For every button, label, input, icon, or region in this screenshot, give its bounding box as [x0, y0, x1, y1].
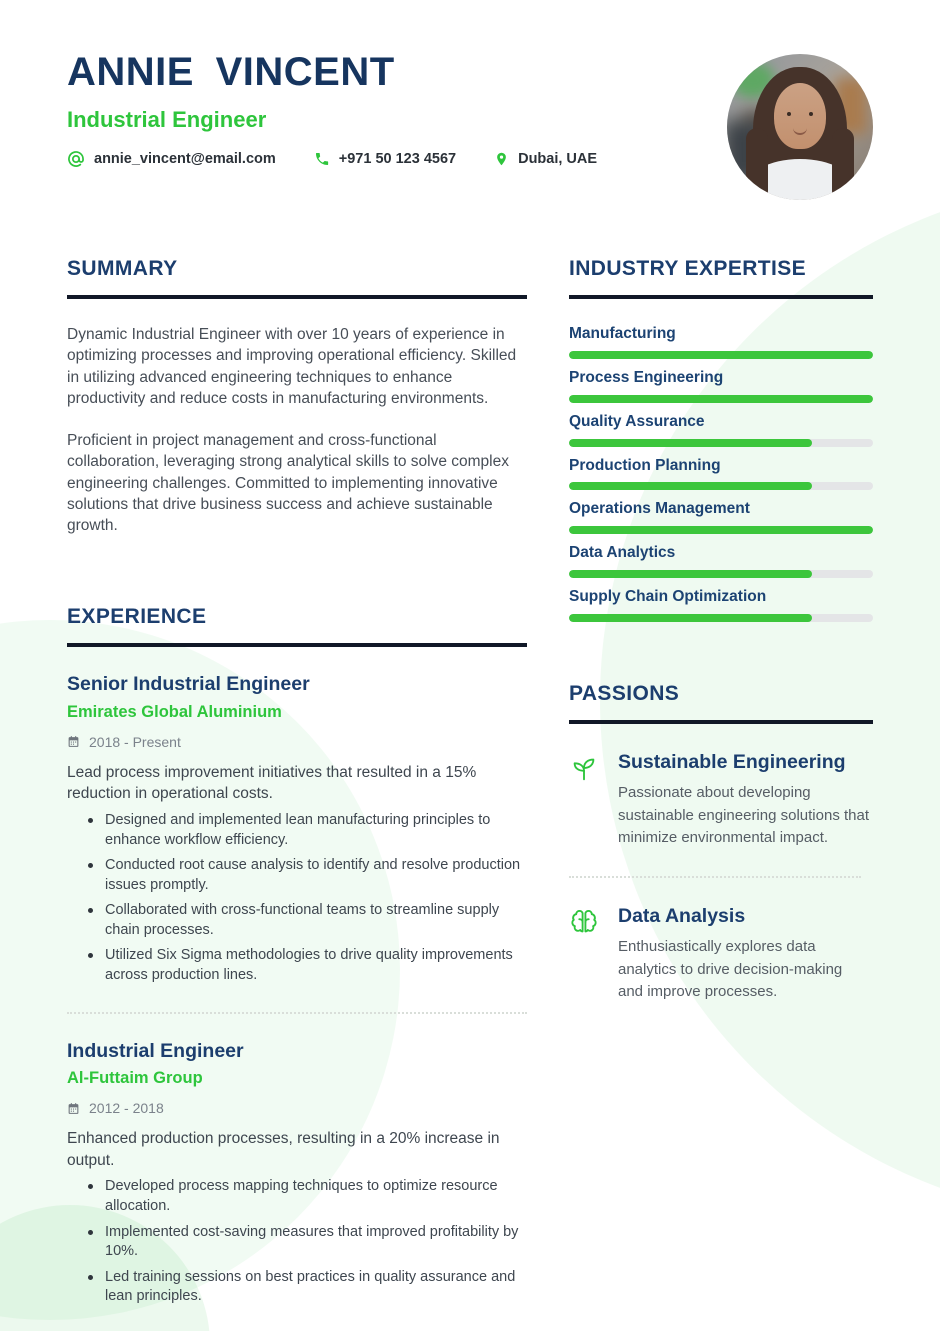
summary-section	[67, 257, 527, 536]
photo-detail	[774, 83, 826, 149]
skill-item	[569, 544, 873, 578]
person-job-title: Industrial Engineer	[67, 107, 267, 132]
passion-body	[618, 751, 870, 850]
section-underline	[67, 643, 527, 647]
profile-photo	[727, 54, 873, 200]
job-company: Emirates Global Aluminium	[67, 702, 282, 721]
expertise-section	[569, 257, 873, 622]
section-underline	[569, 720, 873, 724]
passion-divider	[569, 876, 861, 878]
skill-label: Data Analytics	[569, 544, 676, 562]
contact-at	[67, 150, 276, 168]
job-dates	[67, 734, 527, 750]
summary-paragraph: Proficient in project management and cross-functional collaboration, leveraging strong analytical skills to solve complex engineering challenges. Committed to implementing innovative solutions that drive business success and achieve sustainable growth.	[67, 432, 509, 534]
skill-label: Production Planning	[569, 456, 721, 474]
person-name: ANNIE VINCENT	[67, 50, 395, 94]
skill-bar-fill	[569, 351, 873, 359]
contact-text: annie_vincent@email.com	[94, 151, 276, 167]
experience-heading: EXPERIENCE	[67, 605, 207, 629]
contact-row	[67, 150, 597, 168]
skill-label: Process Engineering	[569, 368, 724, 386]
header	[67, 0, 873, 200]
job-dates	[67, 1100, 527, 1116]
skill-bar-fill	[569, 614, 812, 622]
photo-detail	[809, 112, 813, 116]
skill-bar-track	[569, 351, 873, 359]
job-bullet: Developed process mapping techniques to optimize resource allocation.	[83, 1177, 527, 1216]
skill-bar-track	[569, 482, 873, 490]
contact-text: +971 50 123 4567	[338, 151, 457, 167]
passions-list	[569, 751, 873, 1004]
experience-section	[67, 605, 527, 1307]
photo-detail	[787, 112, 791, 116]
skill-item	[569, 325, 873, 359]
job-bullet: Utilized Six Sigma methodologies to drive quality improvements across production lines.	[83, 946, 527, 985]
skill-bar-track	[569, 439, 873, 447]
two-column-layout	[67, 257, 873, 1307]
skill-item	[569, 588, 873, 622]
skill-item	[569, 500, 873, 534]
calendar-icon	[67, 1102, 80, 1115]
passion-item	[569, 905, 873, 1004]
job-company: Al-Futtaim Group	[67, 1069, 203, 1088]
photo-detail	[746, 128, 768, 200]
jobs-list	[67, 673, 527, 1306]
skill-bar-track	[569, 395, 873, 403]
section-underline	[569, 295, 873, 299]
skill-bar-track	[569, 526, 873, 534]
job-bullet: Collaborated with cross-functional teams to streamline supply chain processes.	[83, 901, 527, 940]
job-bullets	[67, 811, 527, 986]
job-bullet: Led training sessions on best practices in quality assurance and lean principles.	[83, 1268, 527, 1307]
passion-text: Passionate about developing sustainable engineering solutions that minimize environmental impact.	[618, 784, 870, 847]
skills-list	[569, 325, 873, 622]
job-bullets	[67, 1177, 527, 1306]
passions-section	[569, 682, 873, 1004]
job-summary: Lead process improvement initiatives that resulted in a 15% reduction in operational costs.	[67, 763, 477, 803]
skill-item	[569, 413, 873, 447]
job-dates-text: 2012 - 2018	[89, 1100, 164, 1117]
summary-paragraph: Dynamic Industrial Engineer with over 10 years of experience in optimizing processes and improving operational efficiency. Skilled in utilizing advanced engineering techniques to enhance productivity and reduce costs in manufacturing environments.	[67, 326, 517, 407]
section-underline	[67, 295, 527, 299]
passion-text: Enthusiastically explores data analytics to drive decision-making and improve processes.	[618, 938, 843, 1001]
phone-icon	[314, 151, 330, 167]
location-icon	[494, 150, 509, 168]
expertise-heading: INDUSTRY EXPERTISE	[569, 257, 807, 280]
passion-body	[618, 905, 870, 1004]
header-text	[67, 52, 597, 168]
skill-bar-fill	[569, 439, 812, 447]
summary-heading: SUMMARY	[67, 257, 178, 280]
skill-bar-fill	[569, 526, 873, 534]
job-divider	[67, 1012, 527, 1014]
job-entry	[67, 1040, 527, 1307]
passions-heading: PASSIONS	[569, 681, 680, 705]
skill-bar-fill	[569, 570, 812, 578]
contact-text: Dubai, UAE	[518, 151, 598, 167]
calendar-icon	[67, 735, 80, 748]
photo-detail	[832, 128, 854, 200]
brain-icon	[569, 905, 601, 1004]
skill-label: Supply Chain Optimization	[569, 587, 767, 605]
passion-title: Sustainable Engineering	[618, 750, 846, 773]
job-title: Industrial Engineer	[67, 1039, 244, 1062]
contact-location	[494, 150, 597, 168]
skill-label: Quality Assurance	[569, 412, 705, 430]
skill-bar-fill	[569, 395, 873, 403]
job-dates-text: 2018 - Present	[89, 733, 181, 750]
passion-item	[569, 751, 873, 850]
skill-bar-track	[569, 570, 873, 578]
passion-title: Data Analysis	[618, 904, 746, 927]
job-bullet: Designed and implemented lean manufacturing principles to enhance workflow efficiency.	[83, 811, 527, 850]
job-title: Senior Industrial Engineer	[67, 673, 310, 696]
job-summary: Enhanced production processes, resulting in a 20% increase in output.	[67, 1130, 500, 1169]
skill-item	[569, 369, 873, 403]
job-bullet: Conducted root cause analysis to identify and resolve production issues promptly.	[83, 856, 527, 895]
contact-phone	[314, 151, 456, 167]
sprout-icon	[569, 751, 601, 850]
at-icon	[67, 150, 85, 168]
skill-item	[569, 457, 873, 491]
skill-bar-fill	[569, 482, 812, 490]
left-column	[67, 257, 527, 1307]
summary-text	[67, 324, 527, 536]
skill-bar-track	[569, 614, 873, 622]
right-column	[569, 257, 873, 1307]
skill-label: Operations Management	[569, 500, 750, 518]
skill-label: Manufacturing	[569, 325, 676, 343]
job-entry	[67, 673, 527, 985]
job-bullet: Implemented cost-saving measures that improved profitability by 10%.	[83, 1223, 527, 1262]
